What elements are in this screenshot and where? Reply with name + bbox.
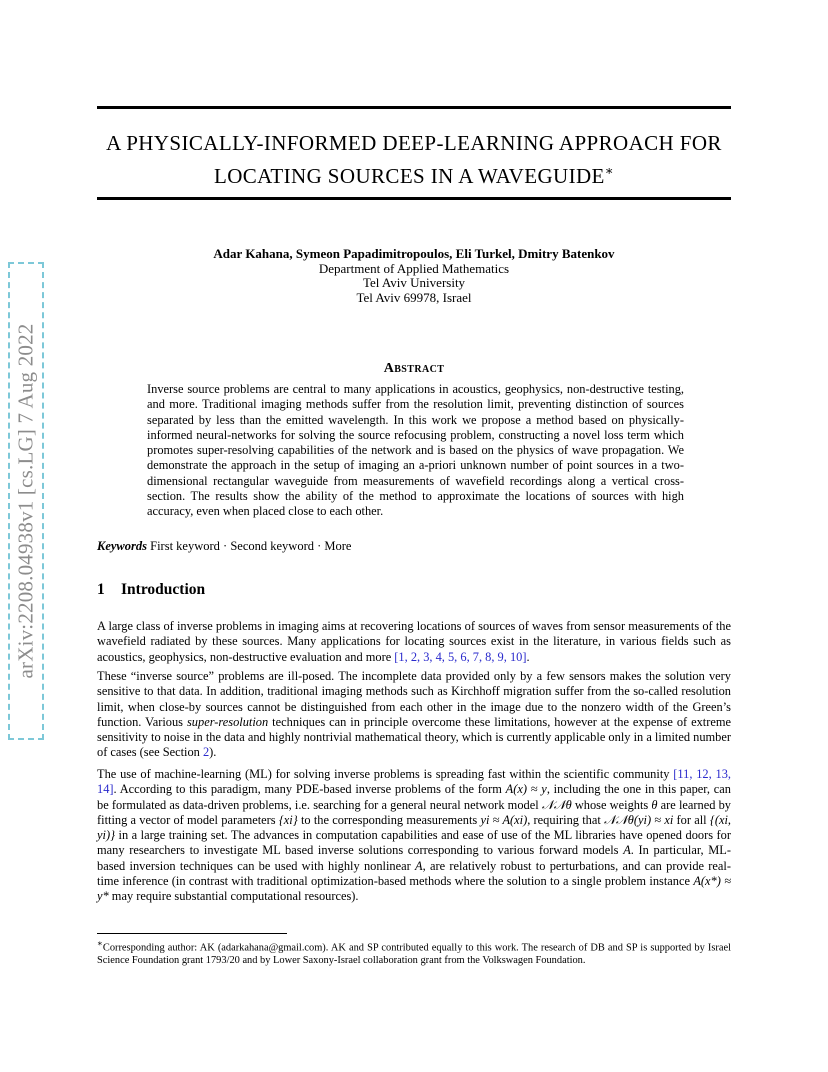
p2-text-a: These “inverse source” problems are ill-posed. The incomplete data provided only by a few sensors makes the solution very sensitive to that data. In addition, traditional imaging methods such as Kirchhoff migration suffer from the so-called resolution limit, when close-by sources cannot be distinguished from each other in the image due to the nonzero width of the Green’s function. Various <box>97 669 731 729</box>
author-block <box>97 247 731 306</box>
p3-math-7: {(xi, yi)} <box>97 812 731 843</box>
section-title: Introduction <box>121 581 206 598</box>
p2-emphasis: super-resolution <box>186 714 269 729</box>
p3-text-j: . In particular, ML-based inversion techniques can be used with highly nonlinear <box>97 843 731 873</box>
p2-section-ref-link[interactable]: 2 <box>202 745 210 760</box>
p3-math-3: θ <box>651 797 658 812</box>
p3-text-f: to the corresponding measurements <box>297 812 481 827</box>
p3-citation-link[interactable]: [11, 12, 13, 14] <box>97 767 731 797</box>
p3-text-l: may require substantial computational resources). <box>108 889 359 904</box>
arxiv-identifier: arXiv:2208.04938v1 [cs.LG] 7 Aug 2022 <box>13 323 38 679</box>
author-university: Tel Aviv University <box>362 275 466 291</box>
author-department: Department of Applied Mathematics <box>318 260 510 276</box>
p3-text-c: , including the one in this paper, can be formulated as data-driven problems, i.e. searching for a general neural network model <box>97 782 731 812</box>
section-heading <box>97 581 205 599</box>
paper-title <box>97 130 731 190</box>
p1-end: . <box>526 649 530 664</box>
paragraph-1 <box>97 619 731 665</box>
footnote <box>97 937 731 967</box>
title-top-rule <box>97 106 731 109</box>
p3-text-g: , requiring that <box>527 812 605 827</box>
p3-text-b: . According to this paradigm, many PDE-based inverse problems of the form <box>113 782 506 797</box>
section-number: 1 <box>97 581 105 598</box>
p3-text-a: The use of machine-learning (ML) for solving inverse problems is spreading fast within the scientific community <box>97 767 674 781</box>
paragraph-3 <box>97 767 731 905</box>
keywords-value: First keyword · Second keyword · More <box>150 539 352 553</box>
title-footnote-marker: ∗ <box>604 163 615 178</box>
author-names: Adar Kahana, Symeon Papadimitropoulos, Eli Turkel, Dmitry Batenkov <box>213 246 615 261</box>
p3-math-6: 𝒩𝒩θ(yi) ≈ xi <box>604 812 674 827</box>
p1-citation-link[interactable]: [1, 2, 3, 4, 5, 6, 7, 8, 9, 10] <box>394 649 527 664</box>
title-line-2: LOCATING SOURCES IN A WAVEGUIDE <box>213 164 605 188</box>
keywords-line <box>97 539 351 554</box>
title-bottom-rule <box>97 197 731 200</box>
p3-math-9: A <box>415 858 423 873</box>
p3-math-4: {xi} <box>278 812 298 827</box>
p3-math-5: yi ≈ A(xi) <box>480 812 528 827</box>
paragraph-2 <box>97 669 731 761</box>
abstract-heading: Abstract <box>383 361 445 376</box>
footnote-marker: ∗ <box>97 938 103 948</box>
title-line-1: A PHYSICALLY-INFORMED DEEP-LEARNING APPROACH FOR <box>106 131 722 155</box>
p3-text-i: in a large training set. The advances in computation capabilities and ease of use of the ML libraries have opened doors for many researchers to investigate ML based inverse solutions corresponding to various forward models <box>97 828 731 858</box>
p2-end: ). <box>209 745 217 760</box>
abstract-text: Inverse source problems are central to many applications in acoustics, geophysics, non-destructive testing, and more. Traditional imaging methods suffer from the resolution limit, preventing distinction of sources separated by less than the emitted wavelength. In this work we propose a method based on physically-informed neural-networks for solving the source refocusing problem, constructing a novel loss term which promotes super-resolving capabilities of the network and is based on the physics of wave propagation. We demonstrate the approach in the setup of imaging an a-priori unknown number of point sources in a two-dimensional rectangular waveguide from measurements of wavefield recordings along a vertical cross-section. The results show the ability of the method to approximate the locations of sources with high accuracy, even when placed close to each other. <box>147 382 684 519</box>
p3-text-k: , are relatively robust to perturbations, and can provide real-time inference (in contrast with traditional optimization-based methods where the solution to a single problem instance <box>97 858 731 889</box>
footnote-text: Corresponding author: AK (adarkahana@gmail.com). AK and SP contributed equally to this work. The research of DB and SP is supported by Israel Science Foundation grant 1793/20 and by Lower Saxony-Israel collaboration grant from the Volkswagen Foundation. <box>97 942 731 967</box>
arxiv-stamp <box>8 262 44 740</box>
keywords-label: Keywords <box>97 539 147 553</box>
p3-text-d: whose weights <box>571 797 652 812</box>
p3-text-h: for all <box>673 812 710 827</box>
p1-text: A large class of inverse problems in imaging aims at recovering locations of sources of waves from sensor measurements of the wavefield radiated by these sources. Many applications for locating sources exist in the literature, in various fields such as acoustics, geophysics, non-destructive evaluation and more <box>97 619 731 664</box>
p3-math-1: A(x) ≈ y <box>505 782 547 797</box>
author-address: Tel Aviv 69978, Israel <box>356 290 472 306</box>
p3-math-8: A <box>623 843 631 858</box>
p3-math-2: 𝒩𝒩θ <box>541 797 572 812</box>
p3-math-10: A(x*) ≈ y* <box>97 874 731 904</box>
footnote-rule <box>97 933 287 934</box>
p3-text-e: are learned by fitting a vector of model parameters <box>97 797 731 827</box>
p2-text-b: techniques can in principle overcome these limitations, however at the expense of extreme sensitivity to noise in the data and highly nontrivial mathematical theory, which is currently applicable only in a limited number of cases (see Section <box>97 714 732 760</box>
